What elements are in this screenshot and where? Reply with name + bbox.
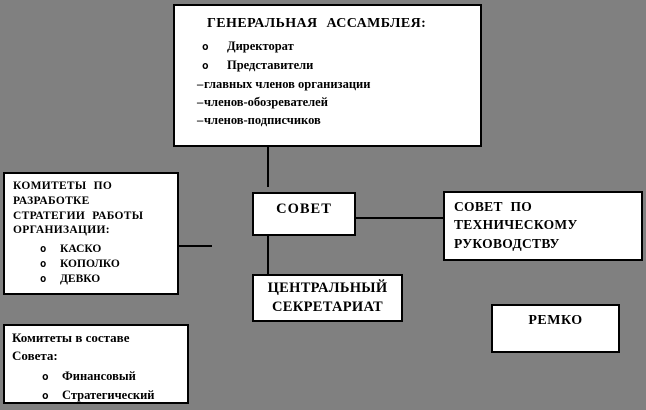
remco-box xyxy=(491,304,620,353)
central-secretariat-line: СЕКРЕТАРИАТ xyxy=(272,298,383,315)
technical-board-line: СОВЕТ ПО xyxy=(454,199,533,214)
circle-bullet: o xyxy=(40,258,47,271)
circle-bullet: o xyxy=(42,389,49,402)
circle-bullet: o xyxy=(202,59,209,72)
central-secretariat-line: ЦЕНТРАЛЬНЫЙ xyxy=(267,280,388,296)
connector-assembly-to-council xyxy=(267,147,269,187)
dash-bullet: – xyxy=(197,95,204,109)
list-item xyxy=(42,367,187,386)
list-item-label: Стратегический xyxy=(62,388,155,402)
technical-board-line: ТЕХНИЧЕСКОМУ xyxy=(454,217,578,233)
circle-bullet: o xyxy=(202,40,209,53)
list-item-label: членов-обозревателей xyxy=(204,95,328,109)
circle-bullet: o xyxy=(40,243,47,256)
council-committees-title-line: Комитеты в составе xyxy=(12,330,130,345)
list-item xyxy=(202,56,480,75)
remco-label: РЕМКО xyxy=(528,313,583,328)
strategy-committees-box xyxy=(3,172,179,295)
strategy-committees-title-line: КОМИТЕТЫ ПО xyxy=(13,180,113,192)
list-item xyxy=(42,386,187,405)
list-item xyxy=(197,111,480,129)
technical-board-line: РУКОВОДСТВУ xyxy=(454,235,560,251)
connector-council-to-secretariat xyxy=(267,236,269,274)
list-item-label: Директорат xyxy=(227,39,294,53)
list-item-label: ДЕВКО xyxy=(60,273,101,286)
list-item-label: КАСКО xyxy=(60,243,102,256)
list-item xyxy=(197,75,480,93)
list-item xyxy=(202,37,480,56)
council-label: СОВЕТ xyxy=(276,201,332,217)
dash-bullet: – xyxy=(197,77,204,91)
general-assembly-box xyxy=(173,4,482,147)
list-item-label: Представители xyxy=(227,58,314,72)
connector-strategy-committees-stub xyxy=(179,245,212,247)
council-box xyxy=(252,192,356,236)
strategy-committees-title-line: РАЗРАБОТКЕ xyxy=(13,194,90,207)
list-item xyxy=(40,272,177,287)
circle-bullet: o xyxy=(42,370,49,383)
dash-bullet: – xyxy=(197,113,204,127)
list-item-label: членов-подписчиков xyxy=(204,113,321,127)
technical-board-box xyxy=(443,191,643,261)
general-assembly-title: ГЕНЕРАЛЬНАЯ АССАМБЛЕЯ: xyxy=(207,16,427,31)
list-item-label: Финансовый xyxy=(62,369,136,383)
list-item-label: КОПОЛКО xyxy=(60,258,120,271)
connector-council-to-technical-board xyxy=(356,217,443,219)
list-item xyxy=(40,242,177,257)
central-secretariat-box xyxy=(252,274,403,322)
list-item xyxy=(40,257,177,272)
council-committees-title-line: Совета: xyxy=(12,348,58,363)
strategy-committees-title-line: ОРГАНИЗАЦИИ: xyxy=(13,224,110,237)
council-committees-box xyxy=(3,324,189,404)
strategy-committees-title-line: СТРАТЕГИИ РАБОТЫ xyxy=(13,209,144,222)
list-item xyxy=(197,93,480,111)
list-item-label: главных членов организации xyxy=(204,77,371,91)
circle-bullet: o xyxy=(40,273,47,286)
